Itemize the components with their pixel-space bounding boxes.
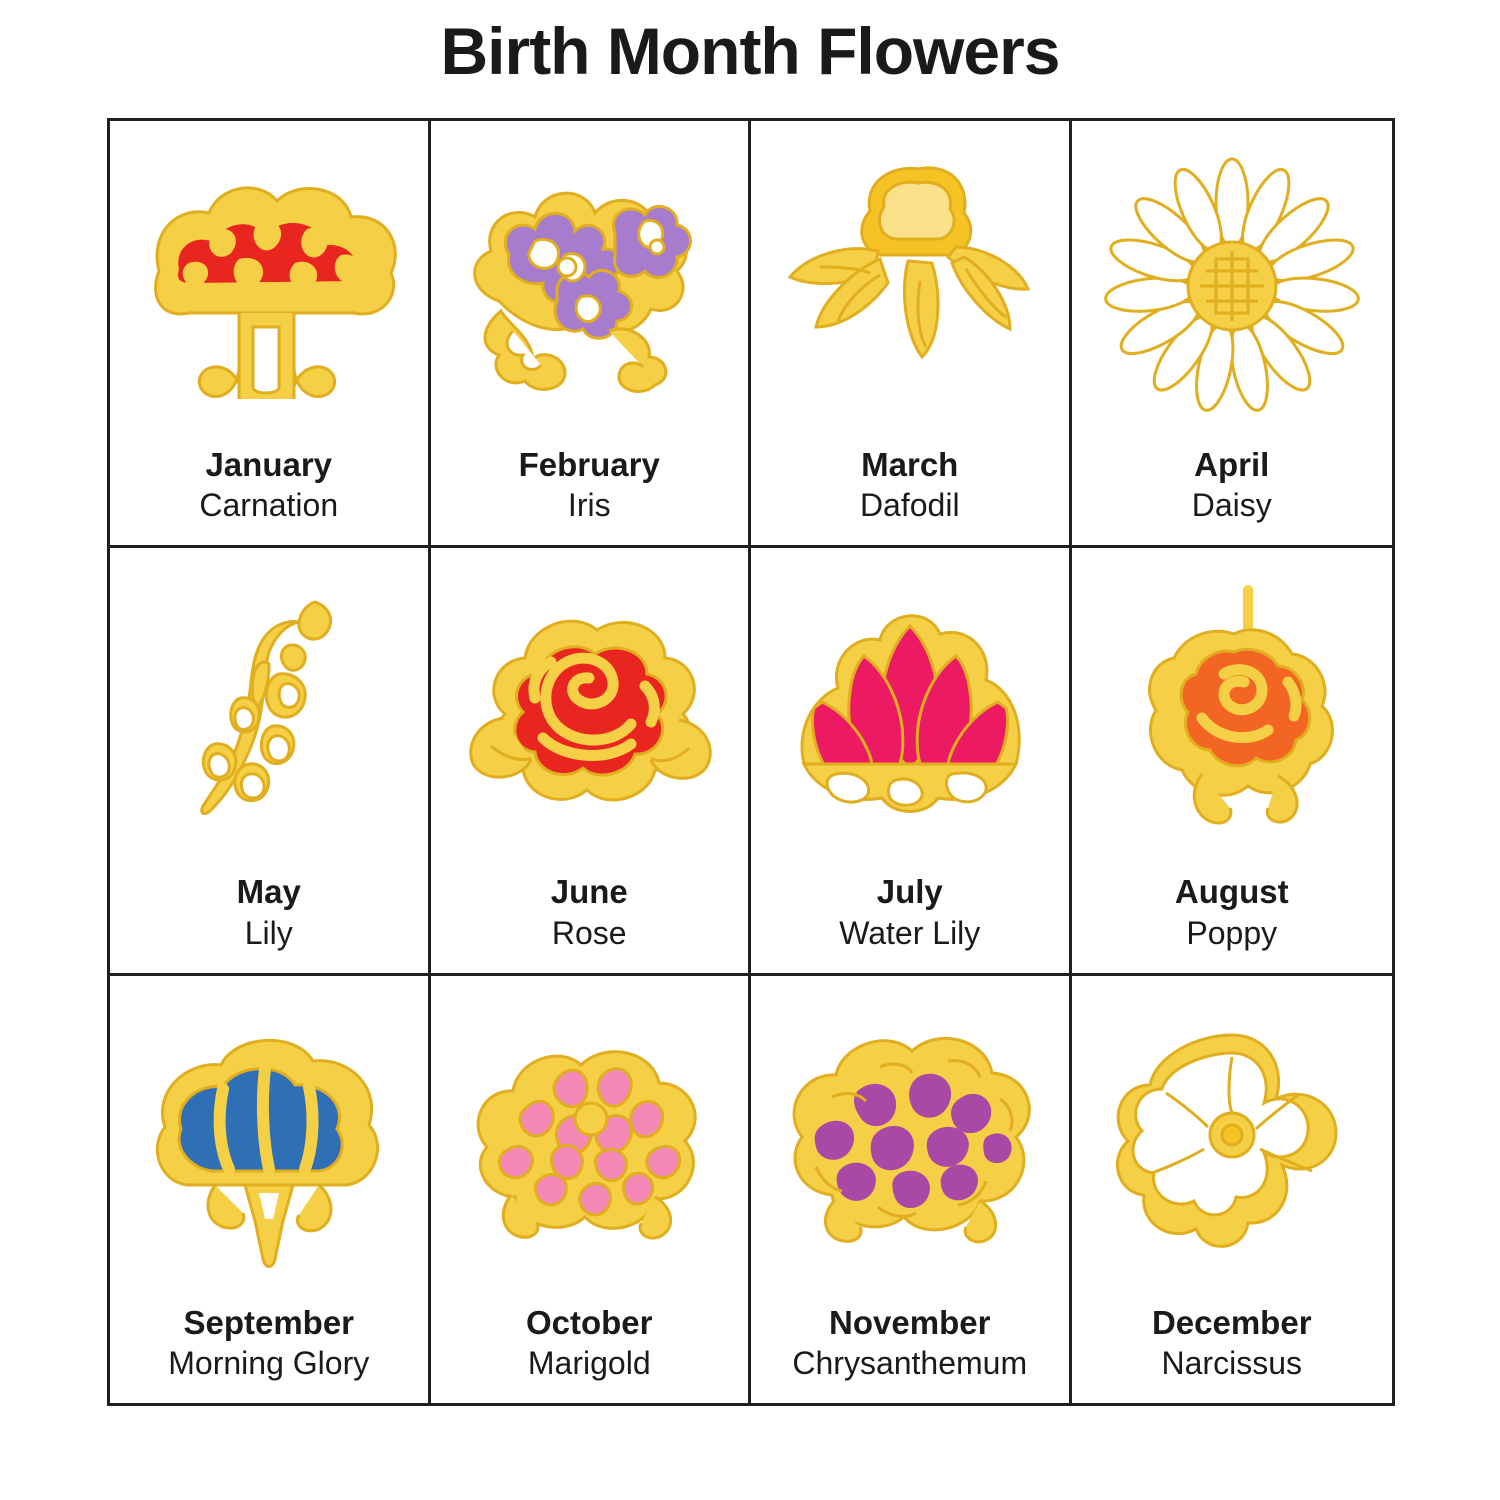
chrysanthemum-flower-icon <box>755 982 1065 1302</box>
flower-grid <box>107 118 1395 1406</box>
grid-cell-september <box>110 976 431 1403</box>
month-label: February <box>518 446 660 484</box>
rose-flower-icon <box>435 554 745 871</box>
daisy-flower-icon <box>1076 127 1389 444</box>
flower-label: Chrysanthemum <box>792 1345 1028 1381</box>
month-label: May <box>236 873 301 911</box>
grid-cell-october <box>431 976 752 1403</box>
month-label: December <box>1151 1303 1312 1341</box>
cell-labels <box>860 444 960 545</box>
month-label: July <box>876 873 943 911</box>
water-lily-flower-icon <box>755 554 1065 871</box>
grid-cell-june <box>431 548 752 975</box>
lily-of-the-valley-icon <box>114 554 424 871</box>
grid-cell-march <box>751 121 1072 548</box>
cell-labels <box>519 444 660 545</box>
marigold-flower-icon <box>435 982 745 1302</box>
cell-labels <box>792 1302 1027 1403</box>
morning-glory-flower-icon <box>114 982 424 1302</box>
flower-label: Poppy <box>1186 914 1278 951</box>
cell-labels <box>1192 444 1272 545</box>
month-label: August <box>1174 873 1289 911</box>
cell-labels <box>1152 1302 1312 1403</box>
month-label: June <box>550 873 628 911</box>
grid-cell-november <box>751 976 1072 1403</box>
carnation-flower-icon <box>114 127 424 444</box>
cell-labels <box>168 1302 369 1403</box>
month-label: September <box>183 1303 355 1341</box>
flower-label: Dafodil <box>859 487 960 524</box>
cell-labels <box>839 871 980 972</box>
narcissus-flower-icon <box>1076 982 1389 1302</box>
page-title: Birth Month Flowers <box>440 14 1060 88</box>
grid-cell-january <box>110 121 431 548</box>
cell-labels <box>1175 871 1289 972</box>
grid-cell-august <box>1072 548 1393 975</box>
flower-label: Marigold <box>527 1345 651 1381</box>
month-label: March <box>861 446 959 484</box>
flower-label: Carnation <box>199 487 339 524</box>
month-label: April <box>1194 446 1270 484</box>
flower-label: Morning Glory <box>168 1345 370 1381</box>
flower-label: Iris <box>567 487 611 524</box>
flower-label: Lily <box>244 914 293 951</box>
month-label: November <box>829 1303 991 1341</box>
cell-labels <box>526 1302 653 1403</box>
cell-labels <box>551 871 628 972</box>
grid-cell-february <box>431 121 752 548</box>
grid-cell-december <box>1072 976 1393 1403</box>
poppy-flower-icon <box>1076 554 1389 871</box>
flower-label: Daisy <box>1191 487 1272 524</box>
grid-cell-april <box>1072 121 1393 548</box>
month-label: October <box>525 1303 653 1341</box>
grid-cell-may <box>110 548 431 975</box>
flower-label: Rose <box>551 914 627 951</box>
flower-label: Narcissus <box>1161 1345 1302 1381</box>
cell-labels <box>199 444 338 545</box>
cell-labels <box>237 871 301 972</box>
grid-cell-july <box>751 548 1072 975</box>
iris-flower-icon <box>435 127 745 444</box>
daffodil-flower-icon <box>755 127 1065 444</box>
flower-label: Water Lily <box>839 914 981 951</box>
month-label: January <box>205 446 333 484</box>
